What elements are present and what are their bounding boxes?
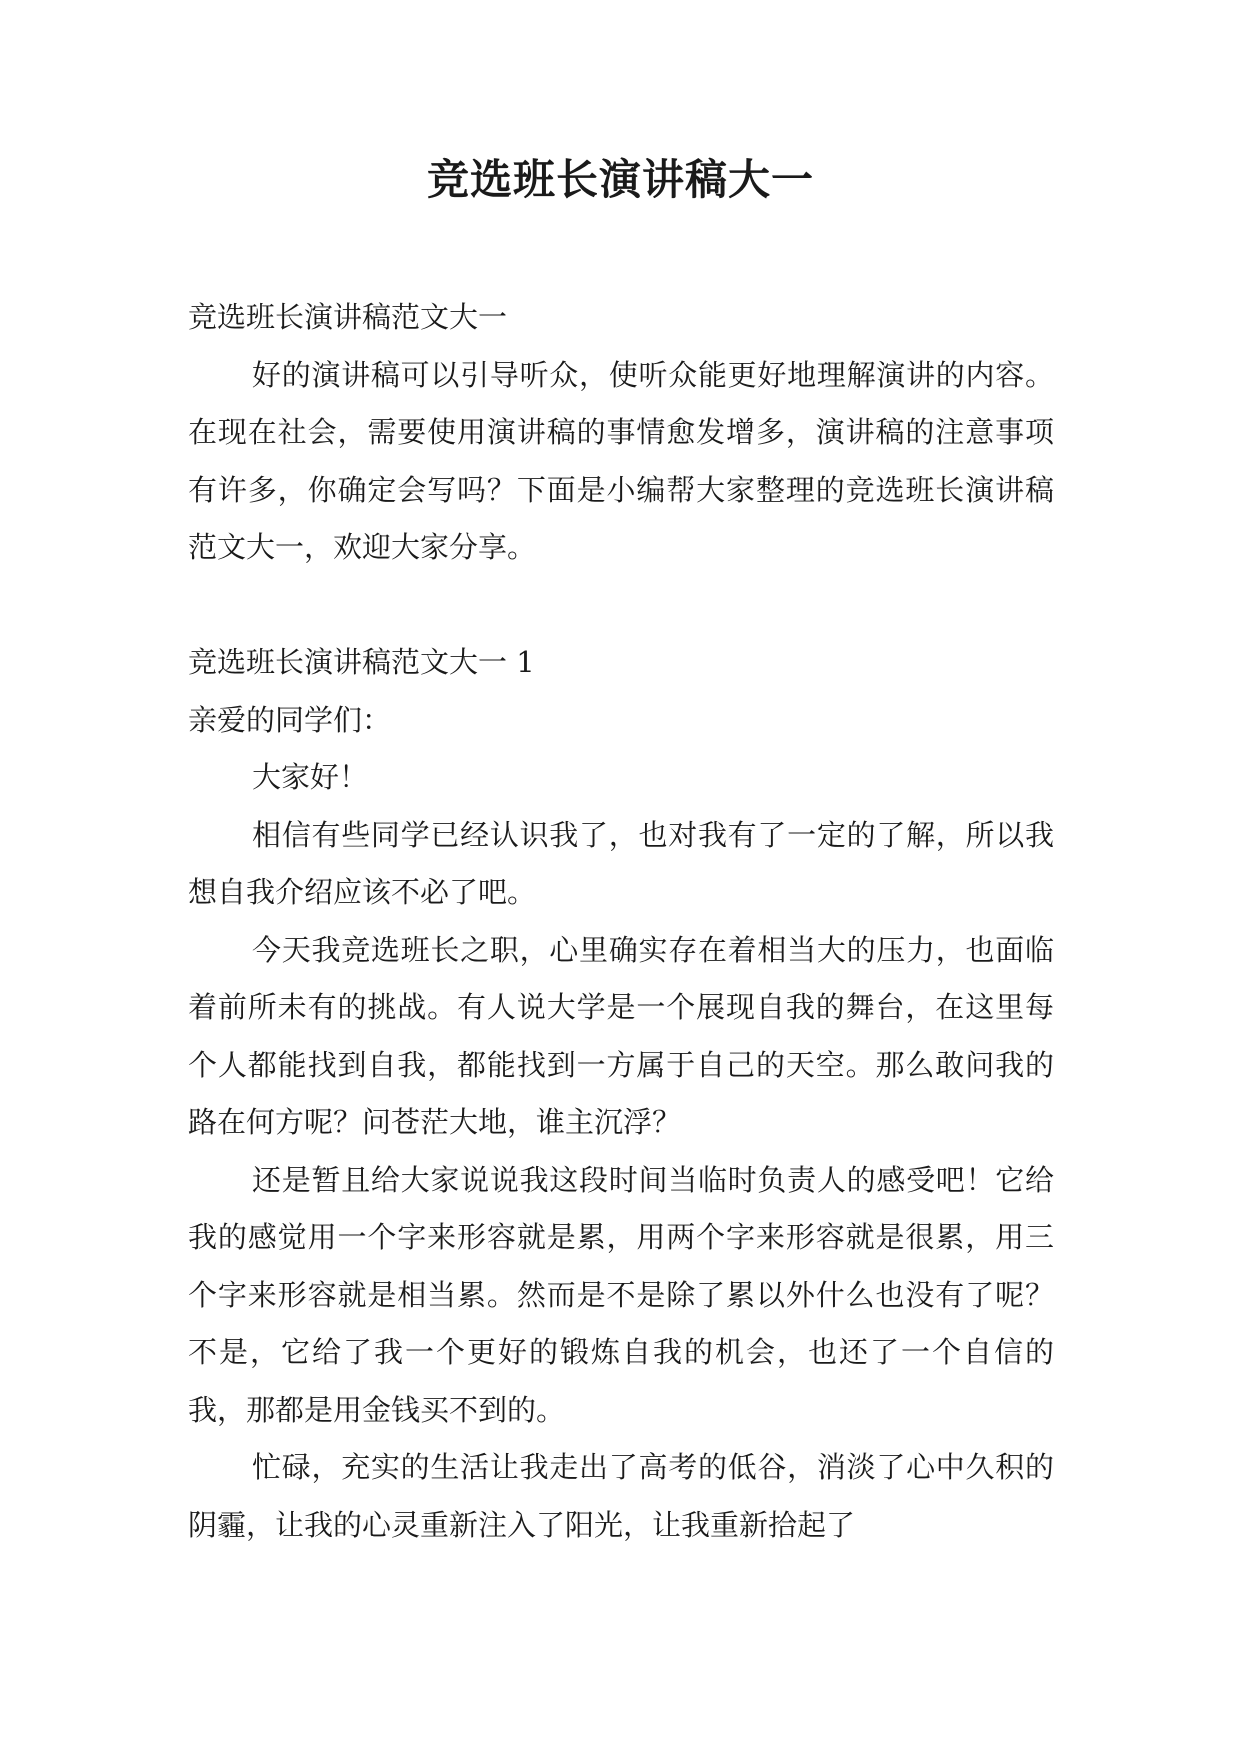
section-heading: 竞选班长演讲稿范文大一 [188, 300, 508, 334]
document-title: 竞选班长演讲稿大一 [426, 155, 814, 204]
document-body [188, 289, 1054, 1554]
body-paragraph: 忙碌，充实的生活让我走出了高考的低谷，消淡了心中久积的阴霾，让我的心灵重新注入了阳光，让我重新拾起了 [188, 1450, 1054, 1542]
intro-paragraph: 好的演讲稿可以引导听众，使听众能更好地理解演讲的内容。在现在社会，需要使用演讲稿的事情愈发增多，演讲稿的注意事项有许多，你确定会写吗？下面是小编帮大家整理的竞选班长演讲稿范文大一，欢迎大家分享。 [188, 357, 1054, 564]
body-paragraph: 相信有些同学已经认识我了，也对我有了一定的了解，所以我想自我介绍应该不必了吧。 [188, 817, 1054, 909]
salutation: 亲爱的同学们： [188, 702, 392, 737]
section-heading: 竞选班长演讲稿范文大一 1 [188, 645, 535, 679]
body-paragraph: 还是暂且给大家说说我这段时间当临时负责人的感受吧！它给我的感觉用一个字来形容就是累，用两个字来形容就是很累，用三个字来形容就是相当累。然而是不是除了累以外什么也没有了呢？不是，它给了我一个更好的锻炼自我的机会，也还了一个自信的我，那都是用金钱买不到的。 [188, 1162, 1054, 1427]
greeting: 大家好！ [252, 760, 369, 794]
body-paragraph: 今天我竞选班长之职，心里确实存在着相当大的压力，也面临着前所未有的挑战。有人说大学是一个展现自我的舞台，在这里每个人都能找到自我，都能找到一方属于自己的天空。那么敢问我的路在何方呢？问苍茫大地，谁主沉浮？ [188, 932, 1054, 1139]
